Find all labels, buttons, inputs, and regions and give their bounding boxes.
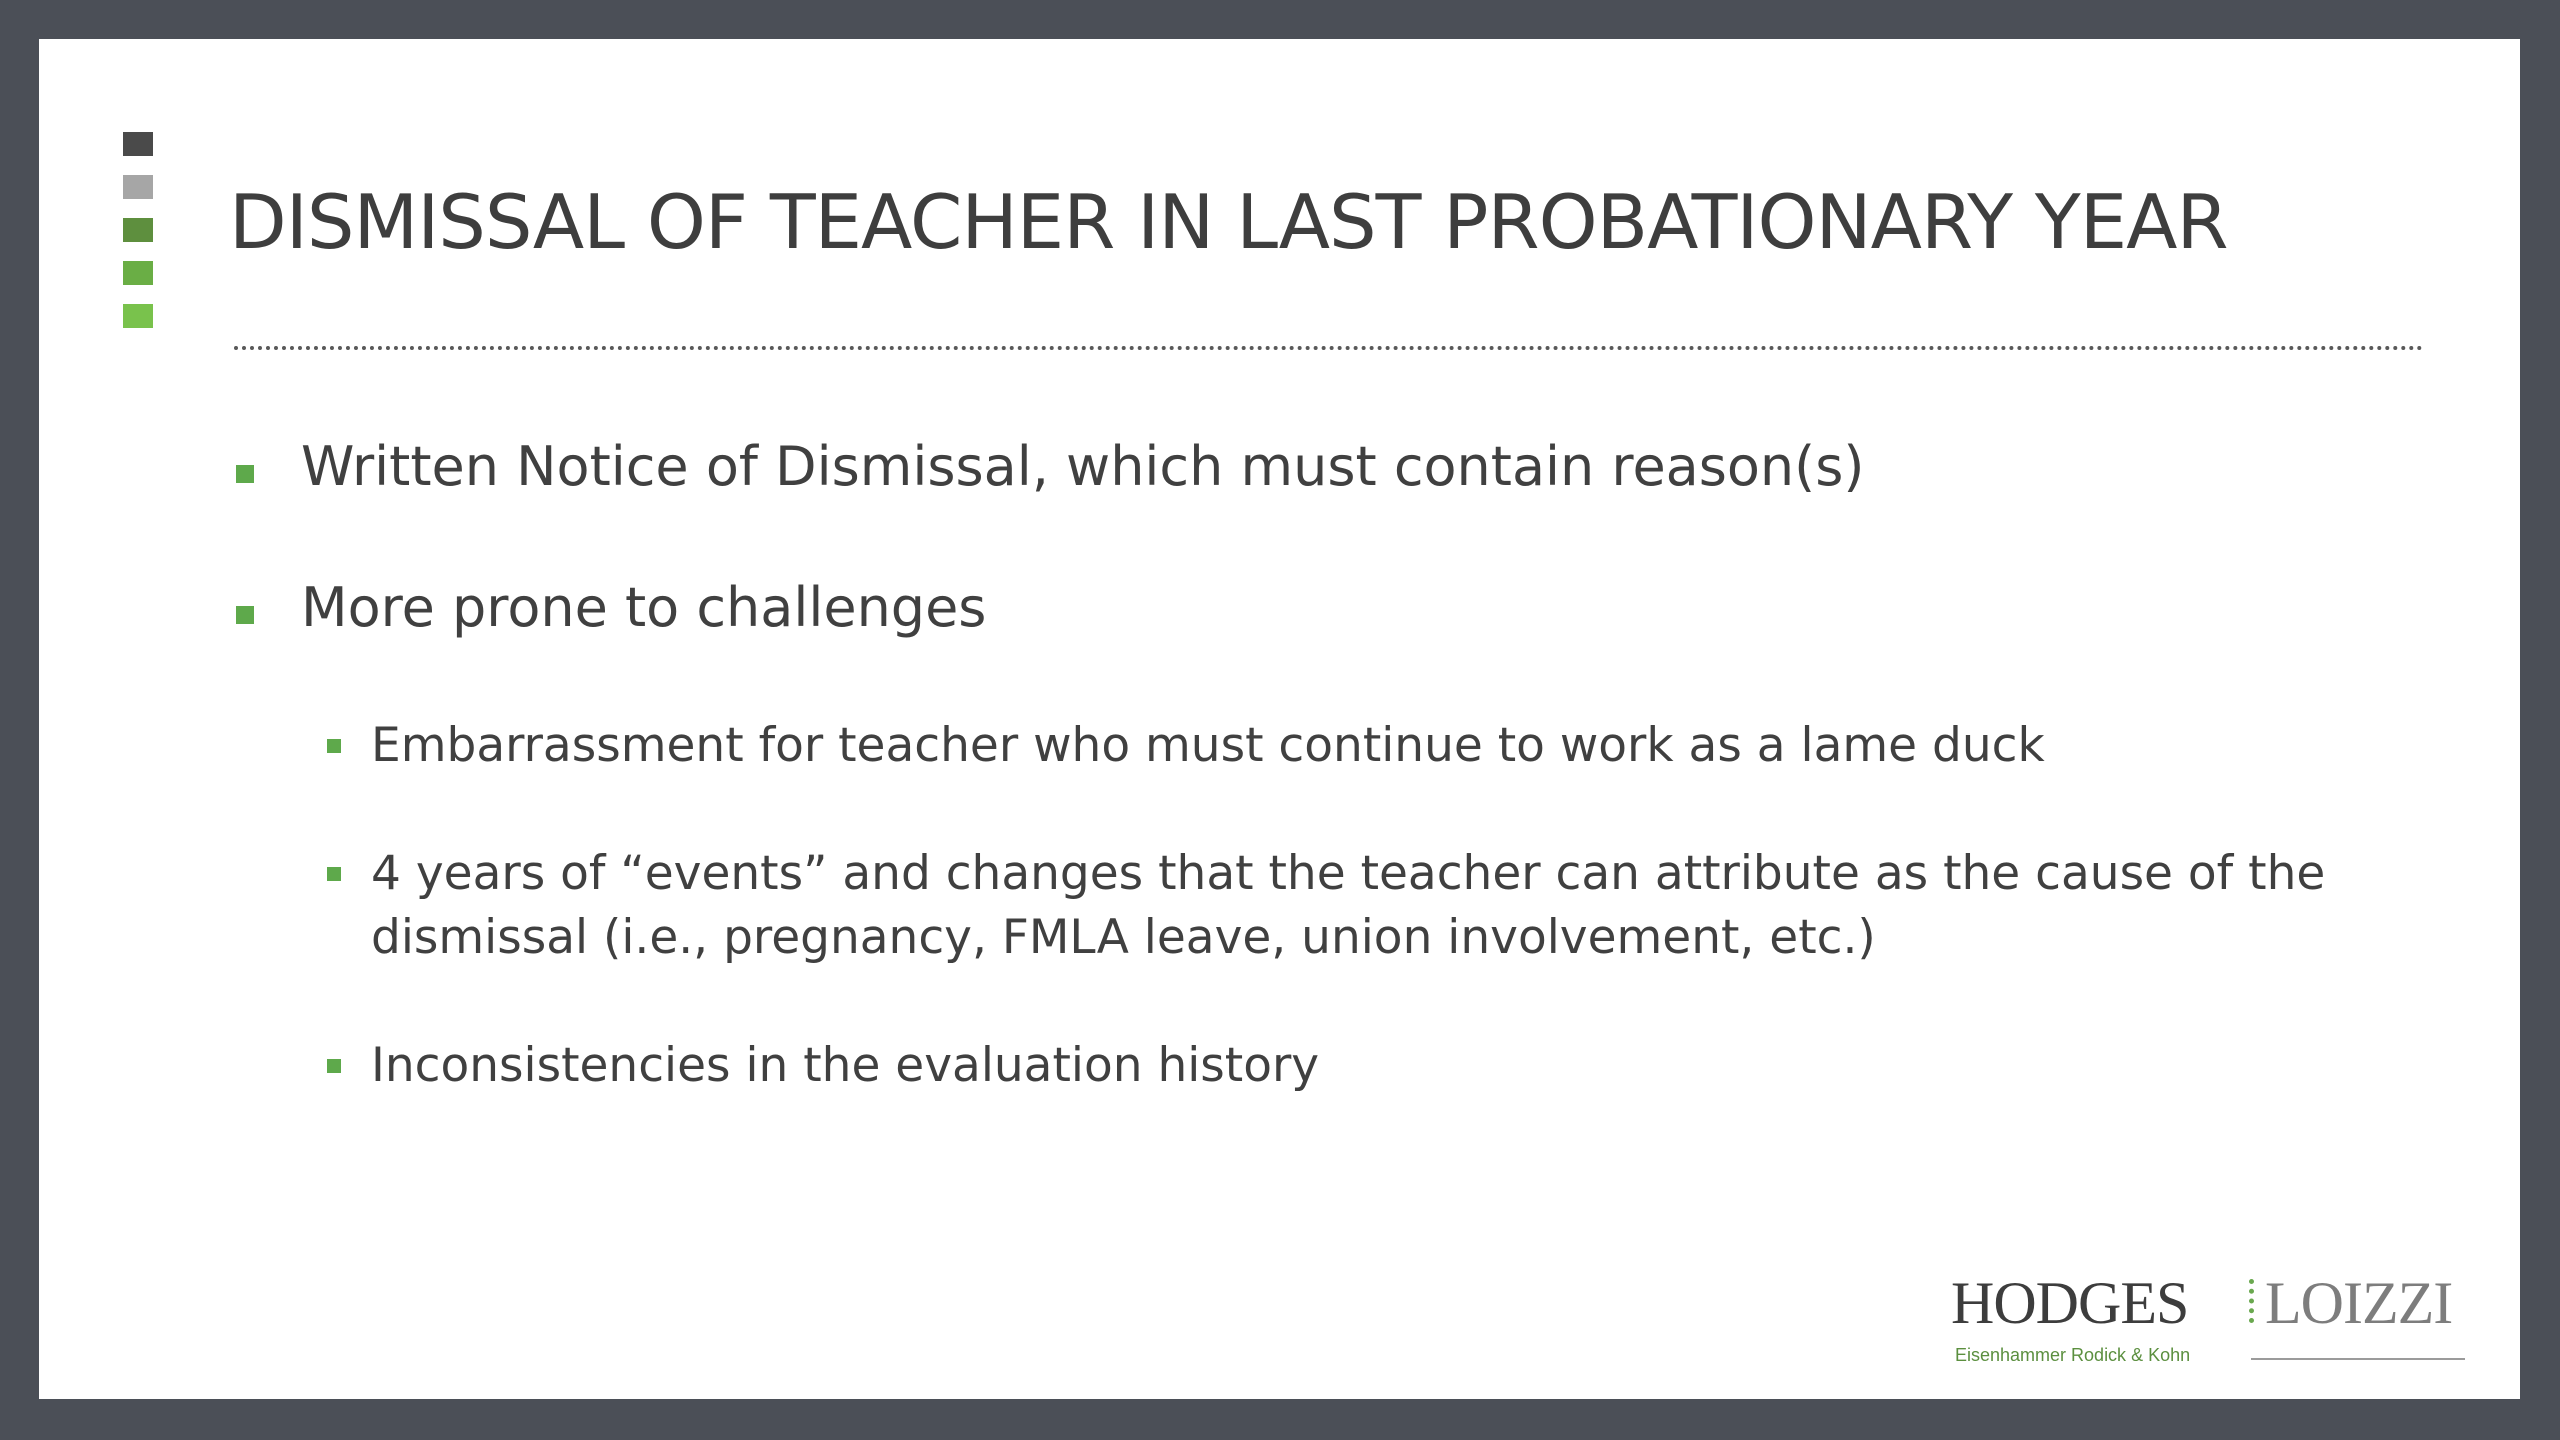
- bullet-marker-icon: [236, 465, 254, 483]
- logo-separator: [2249, 1279, 2254, 1323]
- firm-logo: [1951, 1269, 2471, 1379]
- bullet-text: More prone to challenges: [301, 576, 987, 639]
- logo-underline: [2251, 1358, 2465, 1360]
- accent-square-3: [123, 218, 153, 242]
- title-accent-squares: [123, 132, 153, 347]
- accent-square-1: [123, 132, 153, 156]
- sub-bullet-item: [371, 842, 2351, 970]
- sub-bullet-text: Embarrassment for teacher who must continue to work as a lame duck: [371, 718, 2045, 773]
- logo-subtitle: Eisenhammer Rodick & Kohn: [1955, 1345, 2191, 1365]
- slide: [39, 39, 2520, 1399]
- sub-bullet-text: 4 years of “events” and changes that the teacher can attribute as the cause of the dismissal (i.e., pregnancy, FMLA leave, union involvement, etc.): [371, 846, 2326, 965]
- accent-square-5: [123, 304, 153, 328]
- sub-bullet-marker-icon: [327, 867, 341, 881]
- logo-left-text: HODGES: [1951, 1270, 2189, 1336]
- logo-right-text: LOIZZI: [2265, 1270, 2453, 1336]
- title-divider: [234, 346, 2424, 350]
- slide-title: DISMISSAL OF TEACHER IN LAST PROBATIONARY YEAR: [229, 178, 2228, 266]
- sub-bullet-item: [371, 1034, 2351, 1098]
- bullet-item: [301, 576, 986, 639]
- bullet-item: [301, 435, 1864, 498]
- bullet-text: Written Notice of Dismissal, which must contain reason(s): [301, 435, 1865, 498]
- sub-bullet-item: [371, 714, 2351, 778]
- sub-bullet-text: Inconsistencies in the evaluation history: [371, 1038, 1320, 1093]
- bullet-marker-icon: [236, 606, 254, 624]
- accent-square-4: [123, 261, 153, 285]
- sub-bullet-marker-icon: [327, 1059, 341, 1073]
- accent-square-2: [123, 175, 153, 199]
- sub-bullet-marker-icon: [327, 739, 341, 753]
